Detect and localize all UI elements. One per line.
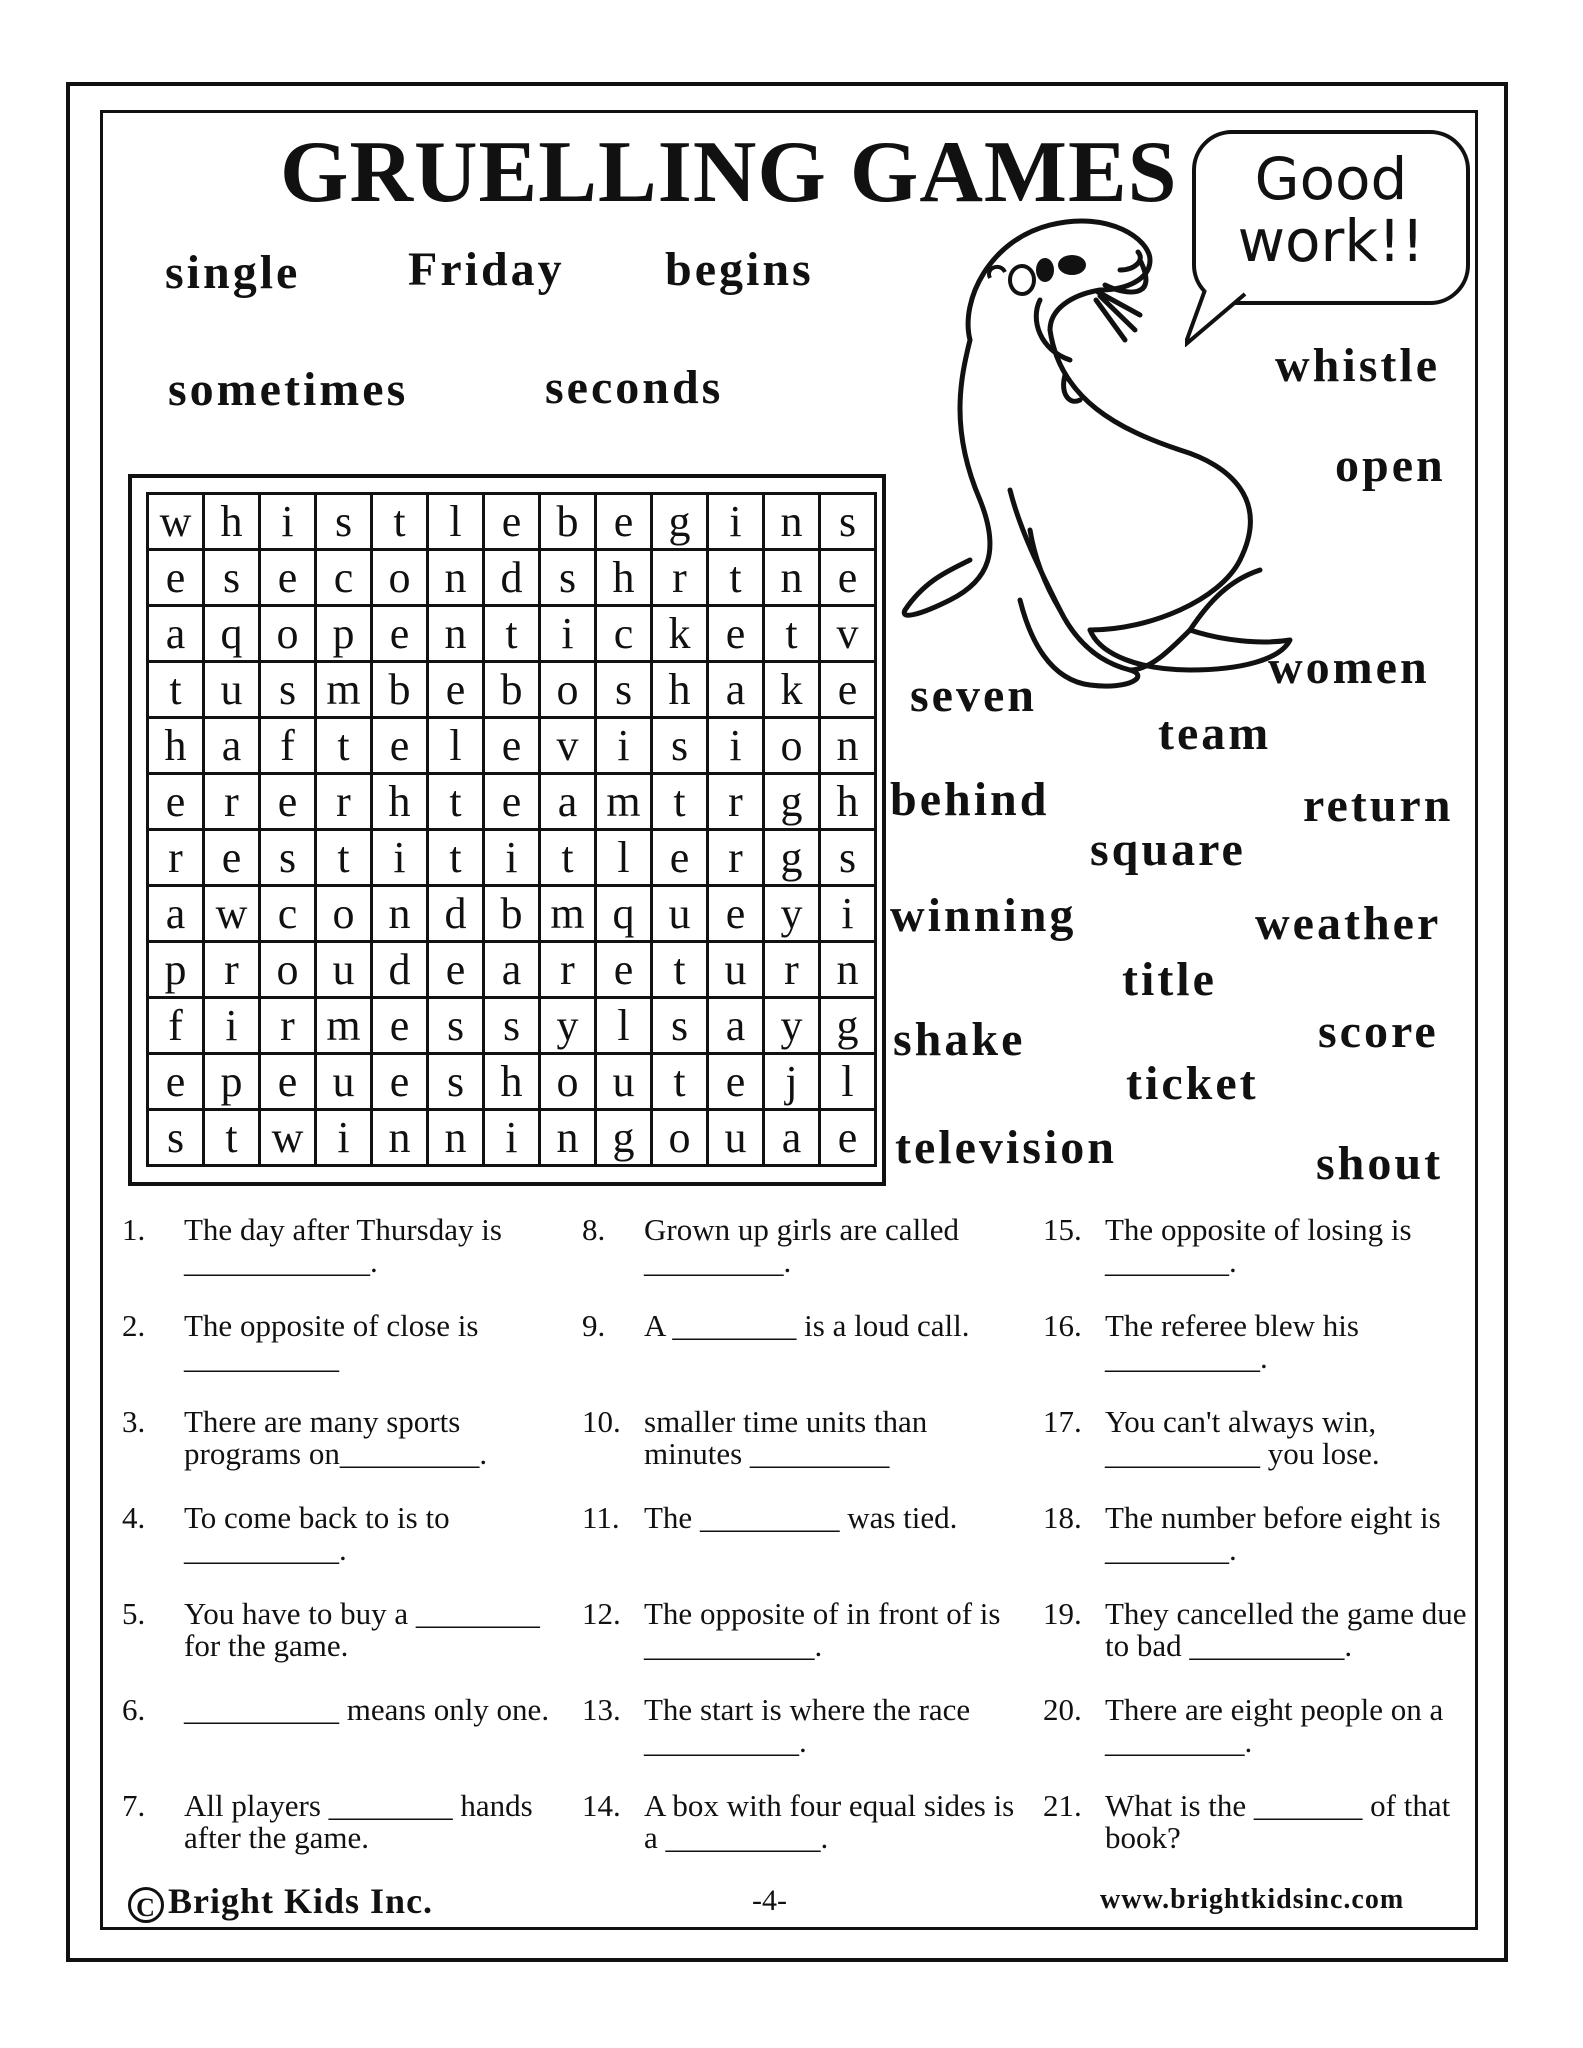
grid-cell[interactable]: s	[428, 1054, 484, 1110]
grid-cell[interactable]: f	[148, 998, 204, 1054]
grid-cell[interactable]: y	[764, 886, 820, 942]
grid-cell[interactable]: w	[148, 494, 204, 550]
grid-cell[interactable]: o	[540, 662, 596, 718]
grid-row	[148, 718, 876, 774]
grid-cell[interactable]: e	[596, 494, 652, 550]
grid-cell[interactable]: r	[708, 830, 764, 886]
clue-number: 6.	[122, 1692, 146, 1727]
grid-cell[interactable]: e	[260, 550, 316, 606]
grid-cell[interactable]: s	[204, 550, 260, 606]
grid-cell[interactable]: d	[428, 886, 484, 942]
grid-cell[interactable]: e	[372, 998, 428, 1054]
grid-cell[interactable]: m	[316, 998, 372, 1054]
grid-cell[interactable]: e	[428, 662, 484, 718]
clue-text: Grown up girls are called _________.	[644, 1212, 960, 1279]
clue-text: There are many sports programs on_________.	[184, 1404, 488, 1471]
grid-cell[interactable]: u	[708, 942, 764, 998]
copyright-icon: C	[128, 1887, 164, 1923]
clue-text: All players ________ hands after the game.	[184, 1788, 533, 1855]
grid-cell[interactable]: k	[764, 662, 820, 718]
grid-cell[interactable]: i	[204, 998, 260, 1054]
footer-copyright	[128, 1880, 433, 1923]
clue-number: 15.	[1043, 1212, 1082, 1247]
grid-cell[interactable]: y	[540, 998, 596, 1054]
grid-cell[interactable]: p	[148, 942, 204, 998]
grid-cell[interactable]: s	[428, 998, 484, 1054]
grid-cell[interactable]: t	[652, 942, 708, 998]
clue-text: __________ means only one.	[184, 1692, 550, 1727]
word-square: square	[1090, 823, 1246, 876]
grid-row	[148, 550, 876, 606]
word-winning: winning	[890, 889, 1077, 942]
grid-cell[interactable]: e	[708, 1054, 764, 1110]
grid-row	[148, 886, 876, 942]
grid-cell[interactable]: a	[204, 718, 260, 774]
grid-cell[interactable]: c	[316, 550, 372, 606]
grid-cell[interactable]: e	[148, 1054, 204, 1110]
grid-cell[interactable]: u	[316, 1054, 372, 1110]
grid-cell[interactable]: e	[708, 886, 764, 942]
grid-cell[interactable]: e	[372, 718, 428, 774]
grid-cell[interactable]: e	[820, 550, 876, 606]
clue-number: 17.	[1043, 1404, 1082, 1439]
grid-cell[interactable]: s	[260, 830, 316, 886]
grid-cell[interactable]: a	[148, 886, 204, 942]
clue-text: You have to buy a ________ for the game.	[184, 1596, 540, 1663]
grid-cell[interactable]: t	[428, 774, 484, 830]
clue-text: The opposite of close is __________	[184, 1308, 479, 1375]
grid-cell[interactable]: n	[428, 550, 484, 606]
grid-cell[interactable]: l	[596, 830, 652, 886]
grid-cell[interactable]: r	[316, 774, 372, 830]
grid-cell[interactable]: t	[428, 830, 484, 886]
grid-cell[interactable]: q	[596, 886, 652, 942]
grid-cell[interactable]: w	[260, 1110, 316, 1166]
clue-text: A ________ is a loud call.	[644, 1308, 970, 1343]
clue-text: A box with four equal sides is a __________.	[644, 1788, 1015, 1855]
grid-cell[interactable]: i	[316, 1110, 372, 1166]
word-score: score	[1318, 1005, 1439, 1058]
grid-cell[interactable]: l	[428, 718, 484, 774]
grid-cell[interactable]: g	[764, 774, 820, 830]
grid-cell[interactable]: q	[204, 606, 260, 662]
grid-cell[interactable]: a	[708, 998, 764, 1054]
grid-row	[148, 494, 876, 550]
grid-cell[interactable]: i	[260, 494, 316, 550]
word-behind: behind	[890, 773, 1050, 826]
word-weather: weather	[1255, 897, 1442, 950]
clue-number: 5.	[122, 1596, 146, 1631]
grid-cell[interactable]: i	[596, 718, 652, 774]
grid-cell[interactable]: r	[652, 550, 708, 606]
grid-cell[interactable]: e	[204, 830, 260, 886]
clue-text: The start is where the race __________.	[644, 1692, 971, 1759]
grid-cell[interactable]: b	[372, 662, 428, 718]
grid-cell[interactable]: s	[540, 550, 596, 606]
word-friday: Friday	[408, 243, 565, 296]
word-sometimes: sometimes	[168, 363, 409, 416]
grid-cell[interactable]: c	[260, 886, 316, 942]
clue-text: What is the _______ of that book?	[1105, 1788, 1451, 1855]
grid-cell[interactable]: e	[596, 942, 652, 998]
grid-cell[interactable]: i	[708, 494, 764, 550]
grid-cell[interactable]: r	[204, 774, 260, 830]
clue-text: The opposite of losing is ________.	[1105, 1212, 1412, 1279]
clue-number: 14.	[582, 1788, 621, 1823]
grid-cell[interactable]: k	[652, 606, 708, 662]
grid-cell[interactable]: h	[204, 494, 260, 550]
grid-cell[interactable]: t	[148, 662, 204, 718]
grid-cell[interactable]: e	[484, 718, 540, 774]
grid-cell[interactable]: e	[148, 774, 204, 830]
grid-row	[148, 774, 876, 830]
grid-cell[interactable]: n	[820, 718, 876, 774]
grid-cell[interactable]: e	[260, 1054, 316, 1110]
clue-number: 13.	[582, 1692, 621, 1727]
grid-row	[148, 942, 876, 998]
grid-cell[interactable]: e	[428, 942, 484, 998]
grid-cell[interactable]: a	[148, 606, 204, 662]
word-women: women	[1268, 641, 1430, 694]
grid-cell[interactable]: p	[316, 606, 372, 662]
clue-number: 16.	[1043, 1308, 1082, 1343]
grid-cell[interactable]: r	[708, 774, 764, 830]
word-seconds: seconds	[545, 361, 724, 414]
grid-cell[interactable]: h	[820, 774, 876, 830]
grid-cell[interactable]: t	[316, 718, 372, 774]
grid-cell[interactable]: e	[372, 606, 428, 662]
grid-cell[interactable]: s	[260, 662, 316, 718]
grid-cell[interactable]: t	[764, 606, 820, 662]
grid-cell[interactable]: w	[204, 886, 260, 942]
grid-cell[interactable]: n	[372, 886, 428, 942]
grid-cell[interactable]: a	[708, 662, 764, 718]
grid-cell[interactable]: i	[484, 1110, 540, 1166]
grid-row	[148, 998, 876, 1054]
grid-cell[interactable]: t	[316, 830, 372, 886]
grid-cell[interactable]: e	[260, 774, 316, 830]
grid-cell[interactable]: i	[484, 830, 540, 886]
grid-cell[interactable]: m	[596, 774, 652, 830]
grid-cell[interactable]: t	[204, 1110, 260, 1166]
clue-text: smaller time units than minutes _________	[644, 1404, 928, 1471]
grid-cell[interactable]: b	[484, 886, 540, 942]
grid-cell[interactable]: o	[540, 1054, 596, 1110]
grid-cell[interactable]: e	[484, 494, 540, 550]
grid-cell[interactable]: t	[652, 1054, 708, 1110]
grid-cell[interactable]: b	[484, 662, 540, 718]
grid-cell[interactable]: r	[260, 998, 316, 1054]
grid-cell[interactable]: s	[652, 718, 708, 774]
grid-cell[interactable]: s	[820, 830, 876, 886]
clue-number: 4.	[122, 1500, 146, 1535]
word-shout: shout	[1316, 1137, 1444, 1190]
word-single: single	[165, 246, 301, 299]
clue-number: 19.	[1043, 1596, 1082, 1631]
word-search-grid	[146, 492, 877, 1167]
grid-cell[interactable]: s	[484, 998, 540, 1054]
grid-cell[interactable]: u	[652, 886, 708, 942]
clue-number: 9.	[582, 1308, 606, 1343]
grid-cell[interactable]: o	[260, 942, 316, 998]
grid-cell[interactable]: n	[428, 1110, 484, 1166]
grid-cell[interactable]: e	[708, 606, 764, 662]
grid-cell[interactable]: n	[820, 942, 876, 998]
grid-cell[interactable]: n	[764, 550, 820, 606]
word-seven: seven	[910, 669, 1037, 722]
grid-cell[interactable]: o	[260, 606, 316, 662]
grid-cell[interactable]: r	[148, 830, 204, 886]
grid-cell[interactable]: a	[764, 1110, 820, 1166]
grid-cell[interactable]: e	[652, 830, 708, 886]
grid-cell[interactable]: l	[596, 998, 652, 1054]
grid-row	[148, 662, 876, 718]
grid-cell[interactable]: e	[372, 1054, 428, 1110]
grid-row	[148, 1054, 876, 1110]
grid-cell[interactable]: h	[372, 774, 428, 830]
grid-cell[interactable]: s	[596, 662, 652, 718]
grid-cell[interactable]: a	[540, 774, 596, 830]
grid-cell[interactable]: u	[708, 1110, 764, 1166]
page-title: GRUELLING GAMES	[280, 124, 1178, 221]
clue-text: The _________ was tied.	[644, 1500, 958, 1535]
word-whistle: whistle	[1275, 339, 1440, 392]
grid-cell[interactable]: d	[484, 550, 540, 606]
grid-row	[148, 1110, 876, 1166]
clue-text: The day after Thursday is ____________.	[184, 1212, 502, 1279]
grid-cell[interactable]: h	[652, 662, 708, 718]
grid-cell[interactable]: i	[372, 830, 428, 886]
grid-cell[interactable]: u	[316, 942, 372, 998]
grid-cell[interactable]: r	[540, 942, 596, 998]
word-ticket: ticket	[1126, 1057, 1259, 1110]
grid-cell[interactable]: h	[484, 1054, 540, 1110]
grid-cell[interactable]: l	[820, 1054, 876, 1110]
grid-cell[interactable]: m	[540, 886, 596, 942]
clue-number: 18.	[1043, 1500, 1082, 1535]
grid-cell[interactable]: f	[260, 718, 316, 774]
grid-cell[interactable]: g	[820, 998, 876, 1054]
footer-website[interactable]: www.brightkidsinc.com	[1100, 1884, 1405, 1915]
clue-number: 10.	[582, 1404, 621, 1439]
grid-cell[interactable]: g	[652, 494, 708, 550]
grid-cell[interactable]: p	[204, 1054, 260, 1110]
word-team: team	[1158, 707, 1272, 760]
word-shake: shake	[893, 1013, 1026, 1066]
grid-cell[interactable]: o	[372, 550, 428, 606]
grid-cell[interactable]: s	[148, 1110, 204, 1166]
grid-cell[interactable]: i	[820, 886, 876, 942]
grid-cell[interactable]: t	[708, 550, 764, 606]
grid-cell[interactable]: l	[428, 494, 484, 550]
clue-number: 1.	[122, 1212, 146, 1247]
word-television: television	[895, 1121, 1117, 1174]
clue-number: 7.	[122, 1788, 146, 1823]
word-begins: begins	[665, 243, 814, 296]
grid-cell[interactable]: i	[708, 718, 764, 774]
clue-number: 12.	[582, 1596, 621, 1631]
grid-cell[interactable]: b	[540, 494, 596, 550]
grid-cell[interactable]: t	[540, 830, 596, 886]
clue-number: 11.	[582, 1500, 620, 1535]
word-title: title	[1122, 953, 1217, 1006]
grid-cell[interactable]: v	[540, 718, 596, 774]
page-number: -4-	[752, 1884, 787, 1917]
grid-cell[interactable]: n	[764, 494, 820, 550]
clue-text: You can't always win, __________ you lose.	[1105, 1404, 1380, 1471]
grid-cell[interactable]: e	[148, 550, 204, 606]
clue-text: To come back to is to __________.	[184, 1500, 450, 1567]
clue-number: 21.	[1043, 1788, 1082, 1823]
grid-cell[interactable]: n	[428, 606, 484, 662]
speech-bubble-text: Good work!!	[1237, 145, 1425, 275]
grid-cell[interactable]: e	[820, 662, 876, 718]
grid-cell[interactable]: g	[596, 1110, 652, 1166]
clue-text: The number before eight is ________.	[1105, 1500, 1441, 1567]
grid-cell[interactable]: s	[316, 494, 372, 550]
clue-number: 3.	[122, 1404, 146, 1439]
grid-cell[interactable]: h	[596, 550, 652, 606]
clue-number: 20.	[1043, 1692, 1082, 1727]
clue-text: There are eight people on a _________.	[1105, 1692, 1444, 1759]
grid-cell[interactable]: a	[484, 942, 540, 998]
word-open: open	[1335, 439, 1446, 492]
grid-cell[interactable]: v	[820, 606, 876, 662]
grid-cell[interactable]: o	[652, 1110, 708, 1166]
clue-text: The opposite of in front of is ___________.	[644, 1596, 1001, 1663]
grid-cell[interactable]: s	[652, 998, 708, 1054]
grid-cell[interactable]: g	[764, 830, 820, 886]
grid-cell[interactable]: s	[820, 494, 876, 550]
grid-row	[148, 830, 876, 886]
grid-cell[interactable]: t	[484, 606, 540, 662]
grid-cell[interactable]: y	[764, 998, 820, 1054]
grid-cell[interactable]: n	[372, 1110, 428, 1166]
grid-cell[interactable]: h	[148, 718, 204, 774]
grid-cell[interactable]: t	[652, 774, 708, 830]
clue-text: They cancelled the game due to bad __________.	[1105, 1596, 1467, 1663]
grid-cell[interactable]: r	[764, 942, 820, 998]
footer-publisher: Bright Kids Inc.	[168, 1881, 434, 1921]
grid-cell[interactable]: t	[372, 494, 428, 550]
word-return: return	[1303, 779, 1454, 832]
grid-cell[interactable]: u	[204, 662, 260, 718]
clue-number: 8.	[582, 1212, 606, 1247]
grid-cell[interactable]: o	[316, 886, 372, 942]
grid-cell[interactable]: d	[372, 942, 428, 998]
grid-cell[interactable]: j	[764, 1054, 820, 1110]
grid-cell[interactable]: c	[596, 606, 652, 662]
grid-cell[interactable]: u	[596, 1054, 652, 1110]
grid-cell[interactable]: e	[820, 1110, 876, 1166]
grid-cell[interactable]: i	[540, 606, 596, 662]
grid-cell[interactable]: m	[316, 662, 372, 718]
grid-cell[interactable]: e	[484, 774, 540, 830]
grid-cell[interactable]: o	[764, 718, 820, 774]
grid-cell[interactable]: n	[540, 1110, 596, 1166]
clue-text: The referee blew his __________.	[1105, 1308, 1359, 1375]
grid-row	[148, 606, 876, 662]
grid-cell[interactable]: r	[204, 942, 260, 998]
clue-number: 2.	[122, 1308, 146, 1343]
